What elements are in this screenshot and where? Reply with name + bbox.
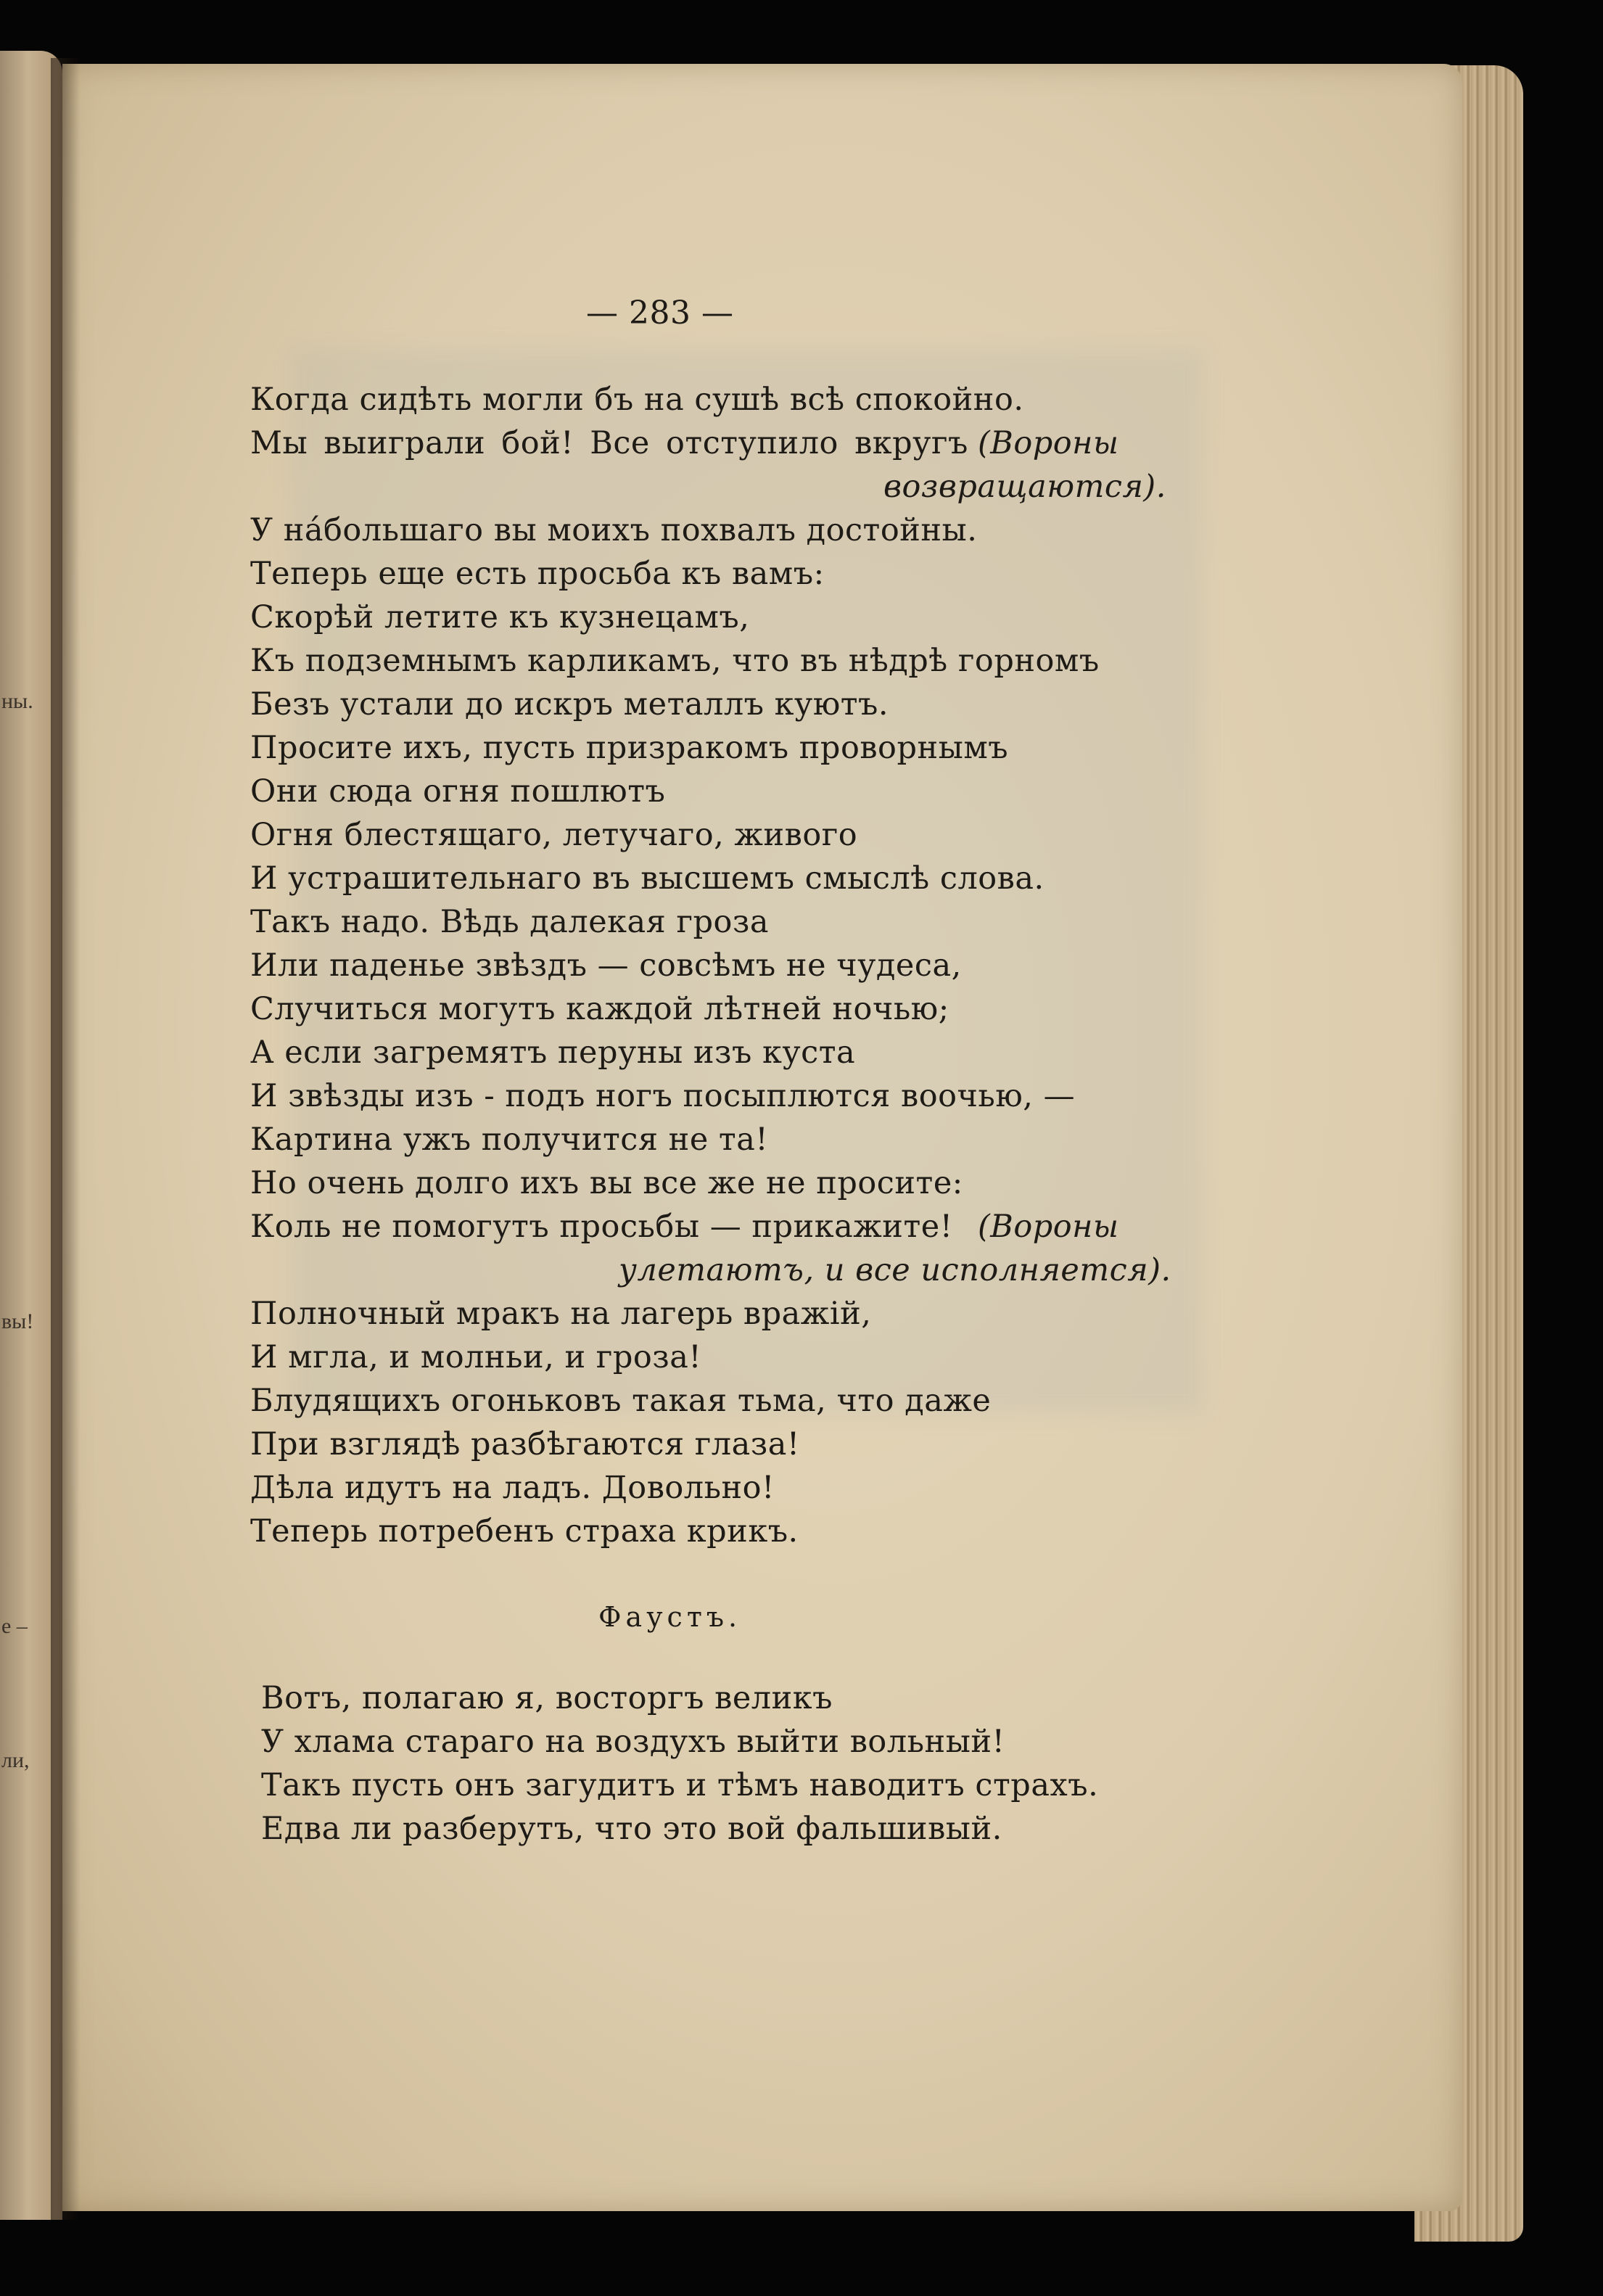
verse-line: Такъ надо. Вѣдь далекая гроза bbox=[250, 904, 770, 940]
verse-line: И мгла, и молньи, и гроза! bbox=[250, 1339, 702, 1375]
verse-line: Или паденье звѣздъ — совсѣмъ не чудеса, bbox=[250, 947, 962, 984]
verse-line: Едва ли разберутъ, что это вой фальшивый. bbox=[261, 1811, 1002, 1847]
verse-line: И звѣзды изъ - подъ ногъ посыплются воочью, — bbox=[250, 1078, 1076, 1114]
verse-line: Скорѣй летите къ кузнецамъ, bbox=[250, 599, 750, 635]
verse-line: Теперь потребенъ страха крикъ. bbox=[250, 1513, 799, 1550]
verse-line: И устрашительнаго въ высшемъ смыслѣ слова. bbox=[250, 860, 1044, 897]
verse-line: Теперь еще есть просьба къ вамъ: bbox=[250, 556, 825, 592]
stage-direction: (Вороны bbox=[978, 1209, 1119, 1245]
verse-line: Полночный мракъ на лагерь вражій, bbox=[250, 1296, 872, 1332]
page-number: — 283 — bbox=[586, 295, 734, 332]
verse-line: Огня блестящаго, летучаго, живого bbox=[250, 817, 858, 853]
margin-fragment: вы! bbox=[1, 1309, 34, 1333]
gutter-shadow bbox=[51, 58, 80, 2220]
verse-line: А если загремятъ перуны изъ куста bbox=[250, 1034, 856, 1071]
verse-line: Но очень долго ихъ вы все же не просите: bbox=[250, 1165, 963, 1201]
margin-fragment: ли, bbox=[1, 1748, 30, 1772]
verse-line: При взглядѣ разбѣгаются глаза! bbox=[250, 1426, 800, 1462]
margin-fragment: ны. bbox=[1, 689, 33, 713]
verse-line: Они сюда огня пошлютъ bbox=[250, 773, 666, 810]
stage-direction: возвращаются). bbox=[883, 469, 1166, 505]
verse-line: Мы выиграли бой! Все отступило вкругъ bbox=[250, 425, 968, 461]
stage-direction: улетаютъ, и все исполняется). bbox=[619, 1252, 1171, 1288]
verse-line: У хлама стараго на воздухъ выйти вольный! bbox=[261, 1724, 1005, 1760]
margin-fragment: е – bbox=[1, 1614, 28, 1638]
speaker-heading: Фаустъ. bbox=[598, 1601, 742, 1633]
verse-line: Коль не помогутъ просьбы — прикажите! bbox=[250, 1209, 953, 1245]
verse-line: Когда сидѣть могли бъ на сушѣ всѣ спокойно. bbox=[250, 382, 1024, 418]
verse-line: Дѣла идутъ на ладъ. Довольно! bbox=[250, 1470, 775, 1506]
verse-line: Картина ужъ получится не та! bbox=[250, 1122, 769, 1158]
verse-line: Просите ихъ, пусть призракомъ проворнымъ bbox=[250, 730, 1009, 766]
verse-line: Безъ устали до искръ металлъ куютъ. bbox=[250, 686, 889, 723]
verse-line: Къ подземнымъ карликамъ, что въ нѣдрѣ горномъ bbox=[250, 643, 1100, 679]
verse-line: Случиться могутъ каждой лѣтней ночью; bbox=[250, 991, 949, 1027]
stage-direction: (Вороны bbox=[978, 425, 1119, 461]
verse-line: У на́большаго вы моихъ похвалъ достойны. bbox=[250, 512, 978, 548]
verse-line: Такъ пусть онъ загудитъ и тѣмъ наводитъ страхъ. bbox=[261, 1767, 1099, 1803]
verse-line: Вотъ, полагаю я, восторгъ великъ bbox=[261, 1680, 833, 1716]
verse-line: Блудящихъ огоньковъ такая тьма, что даже bbox=[250, 1383, 992, 1419]
